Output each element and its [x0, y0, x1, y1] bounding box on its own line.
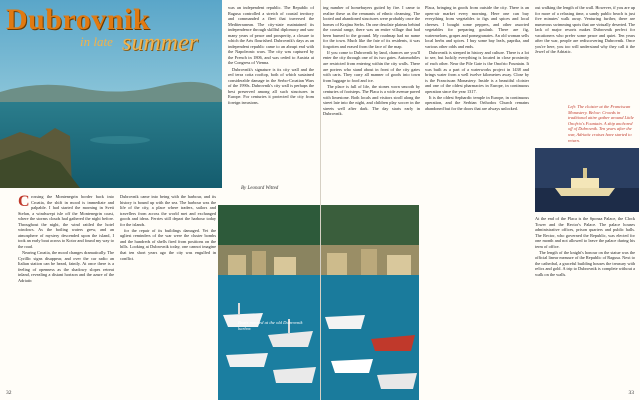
page-number: 33 [628, 390, 634, 396]
paragraph [18, 194, 114, 249]
byline: By Leonard Witted [241, 186, 279, 191]
left-column-1 [18, 194, 114, 390]
right-page [320, 0, 640, 400]
paragraph: Dubrovnik is steeped in history and culture. There is a lot to see, but luckily everything is located in close proximity of each other. Near the Pile Gate is the Onofrio Fountain. It was built as a part of a waterworks project in 1438 and brings water from a well twelve kilometres away. Close by is the Franciscan Monastery. Inside is a beautiful cloister and one of the oldest pharmacies in Europe, in continuous operation since the year 1317. [425, 49, 529, 94]
paragraph: It is the oldest Sephardic temple in Europe, in continuous operation, and the Serbian Orthodox Church remains abandoned but for the doors that are always unlocked. [425, 94, 529, 111]
left-column-2-lower [120, 194, 216, 390]
paragraph-text: rossing the Montenegrin border back into Croatia, the shift in mood is immediate and palpable. I had started the morning in Sveti Stefan, a windswept isle off the Montenegrin coast, where the storms clouds had gathered the night before. Throughout the night, the wind rattled the hotel windows. As the boiling waters grew, and an atmosphere of mystery descended upon the island, I took an early boat across to Kotor and found my way to the road. [18, 194, 114, 249]
paragraph: ing number of homebuyers gutted by fire. I came to realize these as the remnants of ethnic cleansing. The looted and abandoned structures were probably once the homes of Krajina Serbs. On one desolate plateau behind the coastal range, there was an entire village that had been burned to the ground. My roadmap had no name for the town. Much like the fate of its residents, it was forgotten and erased from the face of the map. [323, 5, 420, 49]
harbor-boats-photo [218, 205, 320, 400]
paragraph: Dubrovnik came into being with the harbour, and its history is bound up with the sea. The harbour was the life of the city, a place where traders, sailors and travellers from across the world met and exchanged goods and ideas. Ferries still depart the harbour today for the islands. [120, 194, 216, 227]
page-number: 32 [6, 390, 12, 396]
left-column-2 [228, 5, 314, 180]
photo-caption-right: Left: The cloister at the Franciscan Monastery. Below: Crowds in traditional attire gather around Little Onofrio's Fountain. A ship anchored off of Dubrovnik. Ten years after the war, Adriatic cruises have started to return. [568, 104, 634, 143]
ship-night-image [535, 148, 639, 212]
paragraph: At the end of the Placa is the Sponza Palace, the Clock Tower and the Rector's Palace. The palace houses administrative offices, prison quarters and public halls. The Rector, who governed the Republic, was elected for one month and not allowed to leave the palace during his term of office. [535, 216, 635, 249]
paragraph: The place is full of life, the stones worn smooth by centuries of footsteps. The Placa is a wide avenue paved with limestone. Both locals and visitors stroll along the street late into the night, and children play soccer in the streets well after dark. The day starts early in Dubrovnik. [323, 83, 420, 117]
paragraph: If you come to Dubrovnik by land, chances are you'll enter the city through one of its two gates. Automobiles are restricted from entering within the city walls. There are porters who stand about in front of the city gates with carts. They carry all manner of goods into town from luggage to food and ice. [323, 49, 420, 83]
paragraph: for the repair of its buildings damaged. Yet the ugliest reminders of the war were the cluster bombs and the hundreds of shells fired from positions on the hills. Looking at Dubrovnik today, one cannot imagine that ten short years ago the city was engulfed in conflict. [120, 227, 216, 261]
paragraph: The length of the knight's honour on the statue was the official linear measure of the Republic of Ragusa. Next to the cathedral, a graceful building houses the treasury with relics and gold. A trip to Dubrovnik is complete without a walk on the walls. [535, 249, 635, 277]
paragraph: Placa, bringing in goods from outside the city. There is an open-air market every morning. Here one can buy everything from vegetables to figs and spices and local cheeses. I bought some peppers, and other assorted vegetables for preparing goulash. There are fig, watermelons, grapes and pomegranates. An old woman sells local herbs and spices. I buy some bay leafs, paprika, and various other odds and ends. [425, 5, 529, 49]
harbor-boats-photo-continued [321, 205, 419, 400]
headline-subtitle-small: in late [80, 34, 113, 49]
right-column-1 [323, 5, 420, 201]
paragraph: Nearing Croatia, the mood changes dramatically. The Cyrillic signs disappear, and over the car radio an Italian station can be heard, faintly. At once there is a feeling of openness as the shadowy slopes retreat inland, revealing a distant horizon and the azure of the Adriatic [18, 249, 114, 283]
drop-cap: C [18, 194, 30, 210]
right-column-3-lower [535, 216, 635, 390]
photo-caption: Boats moored at the old Dubrovnik harbor. [238, 320, 303, 331]
paragraph: Dubrovnik's signature is its city wall and the red terra cotta rooftop, both of which sustained considerable damage in the Serbo-Croatian Wars of the 1990s. Dubrovnik's city wall is perhaps the best preserved among all such structures in Europe. For centuries it protected the city from foreign invasions. [228, 66, 314, 105]
headline-title: Dubrovnik [6, 3, 151, 36]
headline-subtitle-large: summer [122, 30, 198, 56]
ship-night-photo [535, 148, 639, 212]
right-column-3 [535, 5, 635, 101]
harbor-boats-continued-image [321, 205, 419, 400]
paragraph: out walking the length of the wall. However, if you are up for more of a relaxing time, a sandy public beach is just five minutes' walk away. Venturing further, there are numerous swimming spots that are virtually deserted. The lack of major resorts makes Dubrovnik perfect for vacationers who prefer some peace and quiet. Ten years after the war, people are rediscovering Dubrovnik. Once you're here, you too will understand why they call it the Jewel of the Adriatic. [535, 5, 635, 55]
paragraph: was an independent republic. The Republic of Ragusa controlled a stretch of coastal territory and commanded a fleet that traversed the Mediterranean. The city-state maintained its independence through skillful diplomacy and saw many years of peace and prosperity, a closure to which the Arts flourished. Dubrovnik's days as an independent republic came to an abrupt end with the Napoleonic wars. The city was captured by the French in 1806, and was ceded to Austria at the Congress of Vienna. [228, 5, 314, 66]
right-column-2 [425, 5, 529, 390]
harbor-boats-image [218, 205, 320, 400]
